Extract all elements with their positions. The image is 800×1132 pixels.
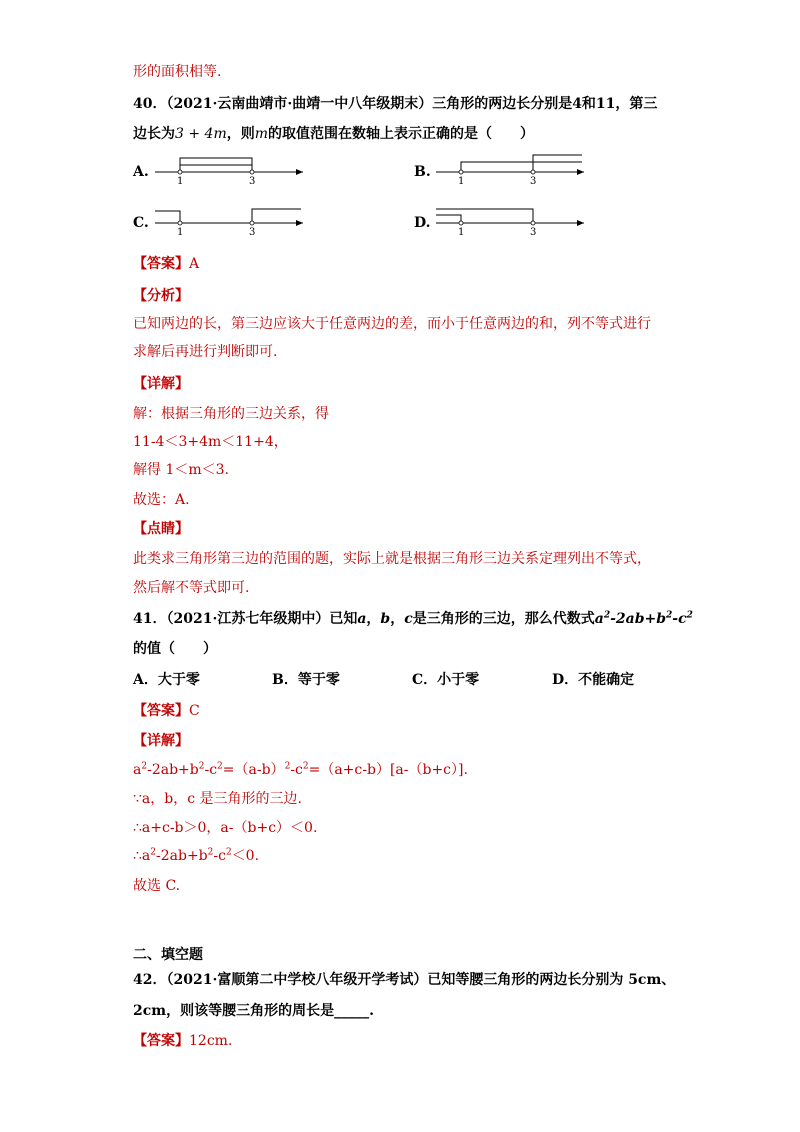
- detail-41-line5: 故选 C.: [133, 878, 181, 894]
- number-line-d: [436, 201, 586, 237]
- comment-tag: 【点睛】: [133, 521, 189, 537]
- tick-label-1: 1: [458, 176, 465, 187]
- q41-text-a: 41．（2021·江苏七年级期中）已知: [133, 611, 358, 627]
- number-line-b: [436, 150, 586, 186]
- q41-var-a: a: [357, 611, 367, 627]
- detail-40-line2: 11-4＜3+4m＜11+4，: [133, 434, 288, 450]
- carryover-line: 形的面积相等.: [133, 64, 222, 80]
- answer-value: 12cm.: [189, 1033, 233, 1049]
- answer-40: [133, 254, 199, 274]
- option-a-label: A.: [133, 164, 149, 180]
- question-40-line2: [133, 124, 534, 144]
- option-b-label: B.: [414, 164, 431, 180]
- analysis-line2: 求解后再进行判断即可.: [133, 344, 278, 360]
- question-40-line1: 40．（2021·云南曲靖市·曲靖一中八年级期末）三角形的两边长分别是4和11，第三: [133, 96, 658, 112]
- section-heading: 二、填空题: [133, 947, 203, 963]
- answer-42: [133, 1031, 232, 1051]
- answer-41: [133, 701, 200, 721]
- tick-label-3: 3: [530, 227, 537, 238]
- q41-var-c: c: [404, 611, 413, 627]
- comment-line1: 此类求三角形第三边的范围的题，实际上就是根据三角形三边关系定理列出不等式，: [133, 551, 651, 567]
- question-41-line2: 的值（ ）: [133, 641, 217, 657]
- question-41-line1: [133, 609, 693, 629]
- detail-40-line4: 故选：A.: [133, 492, 190, 508]
- q41-option-a: A．大于零: [133, 672, 200, 688]
- q41-comma: ，: [366, 611, 381, 627]
- answer-tag: 【答案】: [133, 1033, 189, 1049]
- detail-40-line1: 解：根据三角形的三边关系，得: [133, 406, 329, 422]
- q40-text-a: 边长为: [133, 126, 175, 142]
- answer-value: A: [189, 256, 200, 272]
- q40-var-m: m: [254, 126, 269, 142]
- q40-text-c: 的取值范围在数轴上表示正确的是（ ）: [268, 126, 535, 142]
- q41-option-c: C．小于零: [412, 672, 480, 688]
- tick-label-1: 1: [458, 227, 465, 238]
- analysis-tag: 【分析】: [133, 288, 189, 304]
- answer-tag: 【答案】: [133, 703, 189, 719]
- q41-comma: ，: [390, 611, 405, 627]
- q41-text-b: 是三角形的三边，那么代数式: [412, 611, 595, 627]
- q40-expr: 3 + 4m: [175, 126, 227, 142]
- option-d-label: D.: [414, 215, 431, 231]
- detail-41-line2: ∵a，b，c 是三角形的三边.: [133, 791, 302, 807]
- tick-label-1: 1: [177, 176, 184, 187]
- tick-label-3: 3: [249, 227, 256, 238]
- detail-40-line3: 解得 1＜m＜3.: [133, 462, 229, 478]
- answer-value: C: [189, 703, 200, 719]
- tick-label-1: 1: [177, 227, 184, 238]
- q41-option-b: B．等于零: [272, 672, 340, 688]
- comment-line2: 然后解不等式即可.: [133, 580, 250, 596]
- q41-var-b: b: [380, 611, 391, 627]
- q41-expression: $a^2-2ab+b^2-c^2$: [594, 610, 693, 627]
- detail-tag: 【详解】: [133, 376, 189, 392]
- detail-41-line1: $a^2-2ab+b^2-c^2=(a-b)^2-c^2=(a+c-b)[a-(b+c)]$.: [133, 761, 468, 778]
- number-line-c: [155, 201, 305, 237]
- question-42-line2: 2cm，则该等腰三角形的周长是_____.: [133, 1003, 374, 1019]
- tick-label-3: 3: [530, 176, 537, 187]
- detail-41-line4: $\therefore a^2-2ab+b^2-c^2<0$.: [133, 847, 260, 864]
- question-42-line1: 42．（2021·富顺第二中学校八年级开学考试）已知等腰三角形的两边长分别为 5cm、: [133, 972, 676, 988]
- option-c-label: C.: [133, 215, 149, 231]
- q41-option-d: D．不能确定: [552, 672, 635, 688]
- answer-tag: 【答案】: [133, 256, 189, 272]
- detail-tag: 【详解】: [133, 733, 189, 749]
- answer-blank: _____: [334, 1003, 370, 1019]
- q40-text-b: ，则: [226, 126, 255, 142]
- number-line-a: [155, 150, 305, 186]
- analysis-line1: 已知两边的长，第三边应该大于任意两边的差，而小于任意两边的和，列不等式进行: [133, 316, 651, 332]
- tick-label-3: 3: [249, 176, 256, 187]
- detail-41-line3: ∴a+c-b＞0，a-（b+c）＜0.: [133, 820, 318, 836]
